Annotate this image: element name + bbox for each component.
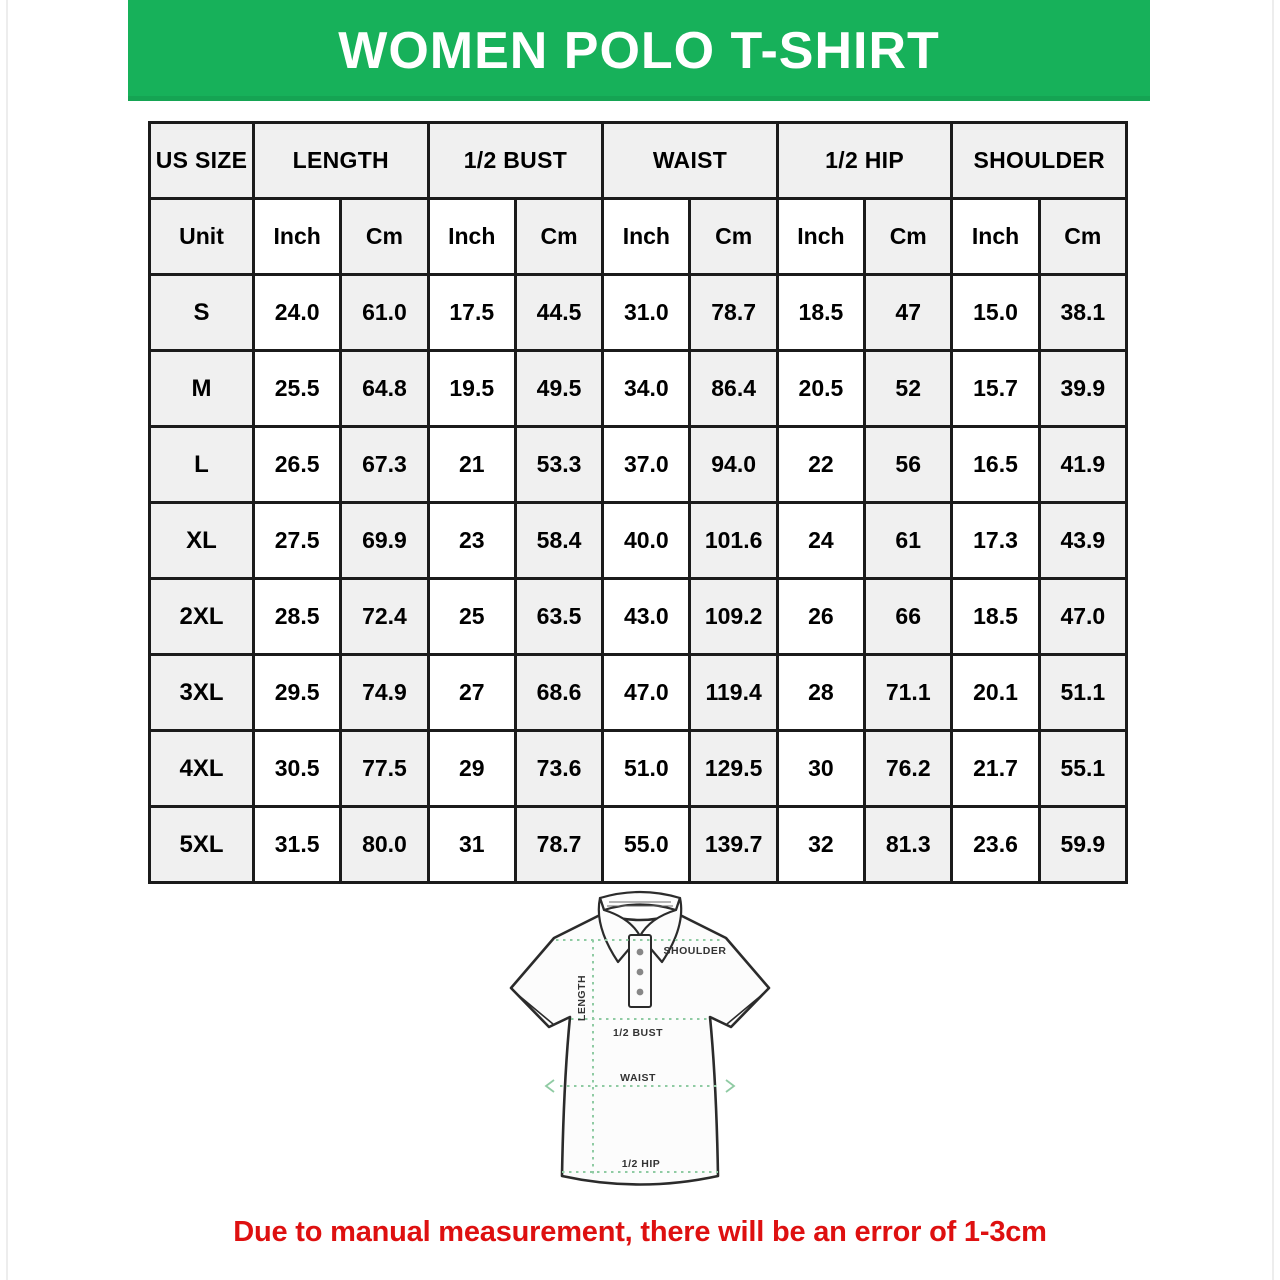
size-value-cell: 66 [865,579,952,655]
size-label-cell: M [150,351,254,427]
page-title: WOMEN POLO T-SHIRT [338,21,940,80]
size-value-cell: 38.1 [1039,275,1126,351]
hip-label: 1/2 HIP [621,1158,661,1170]
size-value-cell: 61.0 [341,275,428,351]
photo-edge-right [1272,0,1274,1280]
size-value-cell: 17.5 [428,275,515,351]
size-row [150,427,1127,503]
unit-cell: Inch [254,199,341,275]
size-value-cell: 55.1 [1039,731,1126,807]
size-value-cell: 86.4 [690,351,777,427]
size-value-cell: 29.5 [254,655,341,731]
size-value-cell: 47.0 [603,655,690,731]
size-value-cell: 43.0 [603,579,690,655]
size-value-cell: 71.1 [865,655,952,731]
size-value-cell: 27.5 [254,503,341,579]
size-value-cell: 34.0 [603,351,690,427]
size-value-cell: 44.5 [515,275,602,351]
size-value-cell: 139.7 [690,807,777,883]
size-value-cell: 68.6 [515,655,602,731]
polo-shirt-illustration [490,878,790,1212]
size-value-cell: 47 [865,275,952,351]
collar-band [600,892,680,910]
unit-cell: Inch [777,199,864,275]
size-value-cell: 24.0 [254,275,341,351]
size-value-cell: 20.1 [952,655,1039,731]
size-label-cell: S [150,275,254,351]
size-value-cell: 129.5 [690,731,777,807]
size-row [150,655,1127,731]
size-value-cell: 31 [428,807,515,883]
size-value-cell: 47.0 [1039,579,1126,655]
photo-edge-left [6,0,8,1280]
unit-cell: Cm [1039,199,1126,275]
size-value-cell: 78.7 [515,807,602,883]
size-value-cell: 73.6 [515,731,602,807]
unit-cell: Cm [690,199,777,275]
size-value-cell: 64.8 [341,351,428,427]
shoulder-label: SHOULDER [663,945,727,957]
size-value-cell: 25.5 [254,351,341,427]
size-value-cell: 28.5 [254,579,341,655]
size-value-cell: 59.9 [1039,807,1126,883]
size-label-cell: 3XL [150,655,254,731]
size-value-cell: 18.5 [777,275,864,351]
unit-cell: Inch [428,199,515,275]
size-value-cell: 39.9 [1039,351,1126,427]
size-label-cell: XL [150,503,254,579]
length-label: LENGTH [576,974,588,1022]
size-value-cell: 17.3 [952,503,1039,579]
size-value-cell: 49.5 [515,351,602,427]
size-value-cell: 23 [428,503,515,579]
size-value-cell: 119.4 [690,655,777,731]
bust-label: 1/2 BUST [612,1027,664,1039]
column-header-half-hip: 1/2 HIP [777,123,952,199]
button-icon [637,949,644,956]
size-value-cell: 109.2 [690,579,777,655]
size-label-cell: L [150,427,254,503]
size-value-cell: 31.0 [603,275,690,351]
size-label-cell: 5XL [150,807,254,883]
unit-cell: Cm [865,199,952,275]
size-value-cell: 30.5 [254,731,341,807]
size-value-cell: 58.4 [515,503,602,579]
size-value-cell: 78.7 [690,275,777,351]
size-value-cell: 43.9 [1039,503,1126,579]
size-value-cell: 26.5 [254,427,341,503]
size-value-cell: 37.0 [603,427,690,503]
size-value-cell: 21 [428,427,515,503]
size-value-cell: 56 [865,427,952,503]
size-value-cell: 72.4 [341,579,428,655]
unit-cell: Cm [515,199,602,275]
size-value-cell: 40.0 [603,503,690,579]
waist-arrow-left-icon [546,1080,554,1092]
size-value-cell: 28 [777,655,864,731]
column-header-half-bust: 1/2 BUST [428,123,603,199]
size-value-cell: 27 [428,655,515,731]
size-value-cell: 22 [777,427,864,503]
size-row [150,579,1127,655]
column-header-shoulder: SHOULDER [952,123,1127,199]
size-value-cell: 26 [777,579,864,655]
size-value-cell: 20.5 [777,351,864,427]
polo-shirt-diagram [490,878,790,1212]
size-value-cell: 25 [428,579,515,655]
size-value-cell: 76.2 [865,731,952,807]
size-value-cell: 69.9 [341,503,428,579]
size-value-cell: 18.5 [952,579,1039,655]
size-value-cell: 30 [777,731,864,807]
button-icon [637,989,644,996]
size-row [150,275,1127,351]
size-value-cell: 94.0 [690,427,777,503]
size-value-cell: 101.6 [690,503,777,579]
column-header-length: LENGTH [254,123,429,199]
size-label-cell: 4XL [150,731,254,807]
size-value-cell: 80.0 [341,807,428,883]
size-value-cell: 52 [865,351,952,427]
size-value-cell: 32 [777,807,864,883]
size-row [150,731,1127,807]
unit-label-cell: Unit [150,199,254,275]
size-value-cell: 67.3 [341,427,428,503]
size-value-cell: 51.0 [603,731,690,807]
title-banner [128,0,1150,101]
size-value-cell: 21.7 [952,731,1039,807]
waist-arrow-right-icon [726,1080,734,1092]
size-label-cell: 2XL [150,579,254,655]
measurement-note: Due to manual measurement, there will be an error of 1-3cm [233,1216,1047,1248]
size-value-cell: 16.5 [952,427,1039,503]
size-value-cell: 77.5 [341,731,428,807]
unit-cell: Cm [341,199,428,275]
unit-cell: Inch [603,199,690,275]
size-row [150,503,1127,579]
unit-cell: Inch [952,199,1039,275]
size-row [150,807,1127,883]
size-value-cell: 24 [777,503,864,579]
waist-label: WAIST [620,1072,656,1084]
size-value-cell: 15.0 [952,275,1039,351]
size-value-cell: 61 [865,503,952,579]
button-icon [637,969,644,976]
size-value-cell: 53.3 [515,427,602,503]
size-value-cell: 19.5 [428,351,515,427]
column-header-us-size: US SIZE [150,123,254,199]
size-value-cell: 63.5 [515,579,602,655]
size-row [150,351,1127,427]
size-value-cell: 81.3 [865,807,952,883]
size-value-cell: 55.0 [603,807,690,883]
size-value-cell: 41.9 [1039,427,1126,503]
size-value-cell: 74.9 [341,655,428,731]
size-value-cell: 51.1 [1039,655,1126,731]
size-chart-table [148,121,1128,884]
size-value-cell: 23.6 [952,807,1039,883]
group-header-row [150,123,1127,199]
size-value-cell: 29 [428,731,515,807]
column-header-waist: WAIST [603,123,778,199]
size-value-cell: 31.5 [254,807,341,883]
unit-header-row [150,199,1127,275]
size-value-cell: 15.7 [952,351,1039,427]
